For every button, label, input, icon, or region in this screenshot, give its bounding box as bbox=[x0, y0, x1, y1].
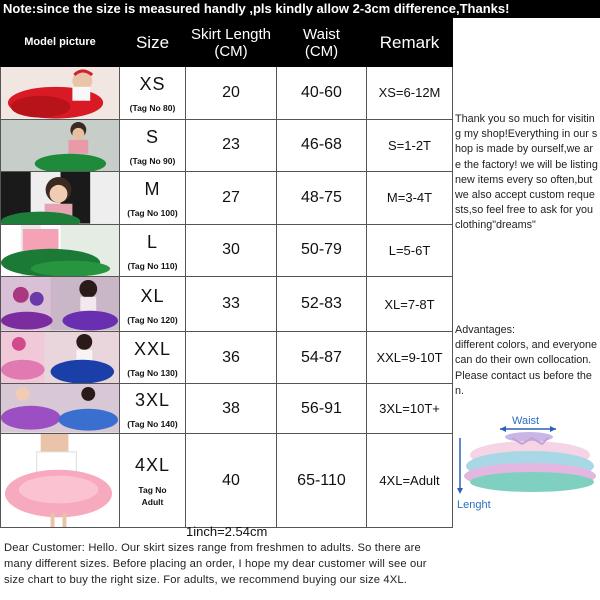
table-row bbox=[1, 384, 453, 434]
header-remark: Remark bbox=[367, 19, 453, 67]
header-model: Model picture bbox=[1, 19, 120, 67]
model-photo-xl bbox=[1, 277, 120, 332]
remark-cell: S=1-2T bbox=[367, 119, 453, 172]
remark-cell: 4XL=Adult bbox=[367, 433, 453, 527]
tag-label: (Tag No 90) bbox=[129, 155, 176, 166]
advantages-block bbox=[455, 323, 598, 399]
waist-label: Waist bbox=[512, 415, 540, 427]
model-photo-l bbox=[1, 224, 120, 277]
length-label: Lenght bbox=[457, 499, 491, 511]
size-label: M bbox=[144, 179, 161, 200]
inch-conversion: 1inch=2.54cm bbox=[186, 524, 268, 539]
model-photo-xs bbox=[1, 67, 120, 120]
size-cell bbox=[120, 172, 186, 225]
size-label: XXL bbox=[133, 339, 172, 360]
header-waist: Waist (CM) bbox=[277, 19, 367, 67]
table-row bbox=[1, 331, 453, 384]
size-label: 3XL bbox=[134, 390, 171, 411]
size-cell bbox=[120, 277, 186, 332]
waist-cell: 40-60 bbox=[277, 67, 367, 120]
size-cell bbox=[120, 331, 186, 384]
size-cell bbox=[120, 67, 186, 120]
length-cell: 30 bbox=[186, 224, 277, 277]
remark-cell: L=5-6T bbox=[367, 224, 453, 277]
skirt-diagram bbox=[452, 410, 600, 520]
table-row bbox=[1, 67, 453, 120]
header-size: Size bbox=[120, 19, 186, 67]
table-row bbox=[1, 277, 453, 332]
size-cell bbox=[120, 119, 186, 172]
waist-cell: 65-110 bbox=[277, 433, 367, 527]
waist-cell: 56-91 bbox=[277, 384, 367, 434]
tag-label: (Tag No 120) bbox=[127, 314, 178, 325]
length-cell: 23 bbox=[186, 119, 277, 172]
remark-cell: XL=7-8T bbox=[367, 277, 453, 332]
header-skirt-length: Skirt Length (CM) bbox=[186, 19, 277, 67]
model-photo-s bbox=[1, 119, 120, 172]
note-banner: Note:since the size is measured handly ,pls kindly allow 2-3cm difference,Thanks! bbox=[0, 0, 600, 18]
length-cell: 36 bbox=[186, 331, 277, 384]
length-cell: 38 bbox=[186, 384, 277, 434]
remark-cell: 3XL=10T+ bbox=[367, 384, 453, 434]
model-photo-4xl bbox=[1, 433, 120, 527]
size-label: 4XL bbox=[134, 455, 171, 476]
size-cell bbox=[120, 384, 186, 434]
tag-label: (Tag No 110) bbox=[127, 260, 178, 271]
waist-cell: 50-79 bbox=[277, 224, 367, 277]
tag-label: (Tag No 130) bbox=[127, 368, 178, 379]
remark-cell: XXL=9-10T bbox=[367, 331, 453, 384]
header-row bbox=[1, 19, 453, 67]
model-photo-3xl bbox=[1, 384, 120, 434]
size-chart-table bbox=[0, 18, 453, 528]
size-cell bbox=[120, 224, 186, 277]
waist-cell: 52-83 bbox=[277, 277, 367, 332]
advantages-text: different colors, and everyone can do their own collocation. Please contact us before then. bbox=[455, 339, 598, 397]
size-label: XL bbox=[140, 285, 165, 306]
length-cell: 27 bbox=[186, 172, 277, 225]
model-photo-m bbox=[1, 172, 120, 225]
table-row bbox=[1, 119, 453, 172]
waist-cell: 48-75 bbox=[277, 172, 367, 225]
length-cell: 33 bbox=[186, 277, 277, 332]
size-cell bbox=[120, 433, 186, 527]
tag-label: Tag No Adult bbox=[138, 485, 167, 508]
tag-label: (Tag No 100) bbox=[127, 208, 178, 219]
waist-cell: 54-87 bbox=[277, 331, 367, 384]
length-cell: 20 bbox=[186, 67, 277, 120]
tag-label: (Tag No 80) bbox=[129, 103, 176, 114]
advantages-title: Advantages: bbox=[455, 324, 516, 336]
tag-label: (Tag No 140) bbox=[127, 419, 178, 430]
remark-cell: XS=6-12M bbox=[367, 67, 453, 120]
waist-cell: 46-68 bbox=[277, 119, 367, 172]
length-cell: 40 bbox=[186, 433, 277, 527]
table-row bbox=[1, 433, 453, 527]
size-label: S bbox=[145, 126, 159, 147]
size-label: XS bbox=[139, 74, 166, 95]
table-row bbox=[1, 172, 453, 225]
remark-cell: M=3-4T bbox=[367, 172, 453, 225]
skirt-illustration bbox=[452, 410, 600, 520]
table-row bbox=[1, 224, 453, 277]
size-label: L bbox=[146, 231, 158, 252]
thanks-text: Thank you so much for visiting my shop!Everything in our shop is made by ourself,we are the factory! we will be listing new items every so often,but we also accept custom requests,so feel free to ask for you clothing"dreams" bbox=[455, 113, 598, 232]
customer-note: Dear Customer: Hello. Our skirt sizes range from freshmen to adults. So there are many different sizes. Before placing an order, I hope my dear customer will see our size chart to buy the right size. For adults, we recommend buying our size 4XL. bbox=[4, 542, 427, 586]
model-photo-xxl bbox=[1, 331, 120, 384]
